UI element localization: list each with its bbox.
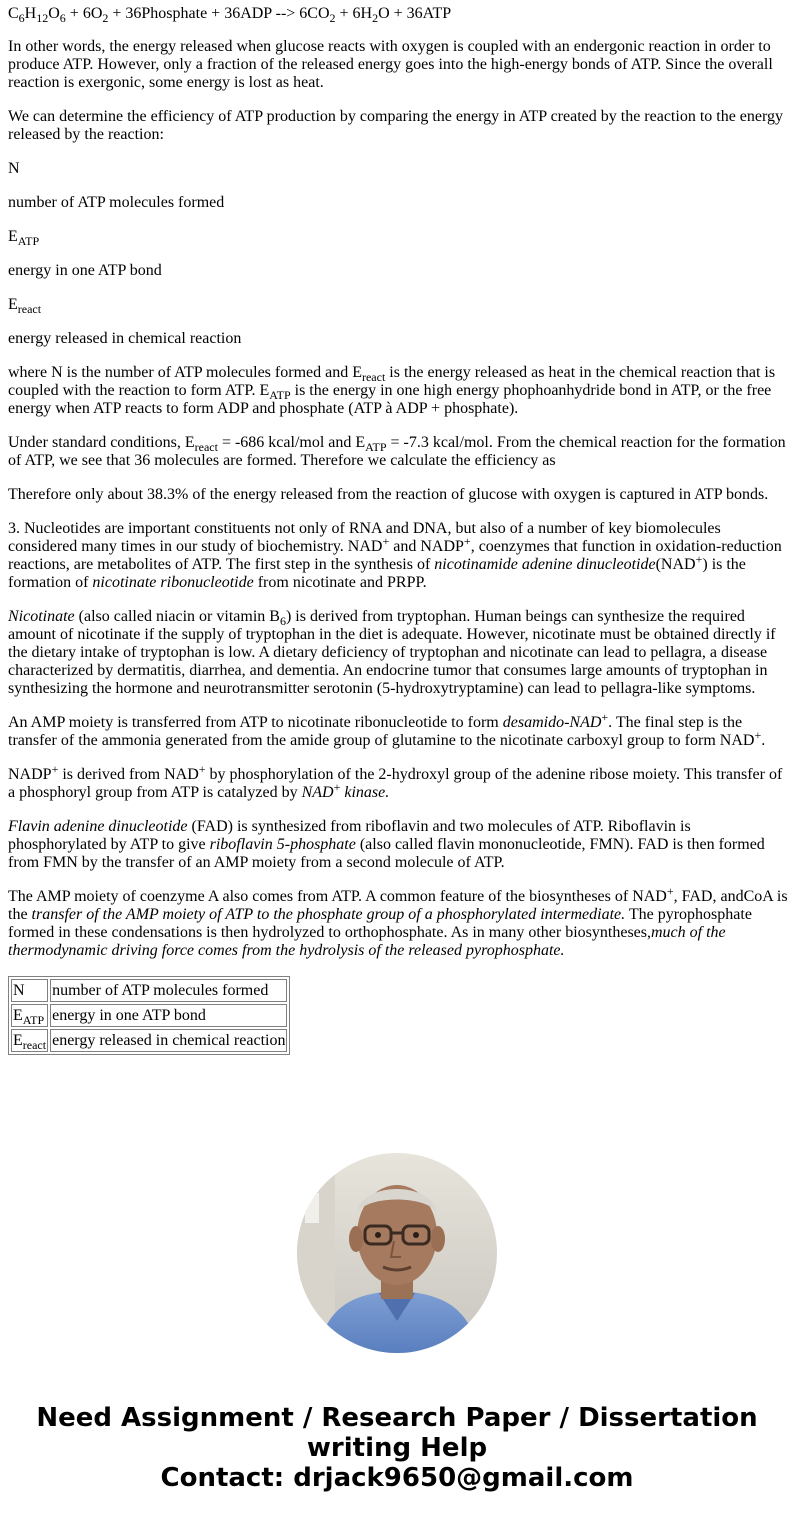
paragraph [8, 330, 788, 348]
paragraph [8, 818, 788, 872]
text: In other words, the energy released when glucose reacts with oxygen is coupled with an endergonic reaction in order to produce ATP. However, only a fraction of the released energy goes into the high-energy bonds of ATP. Since the overall reaction is exergonic, some energy is lost as heat. [8, 38, 773, 91]
symbol-cell [11, 1029, 48, 1052]
paragraph [8, 194, 788, 212]
italic-text: kinase. [340, 784, 390, 801]
text: ) is the formation of [8, 556, 746, 591]
chemical-equation [8, 5, 788, 23]
table-row [11, 1004, 287, 1027]
italic-text: much of the thermodynamic driving force comes from the hydrolysis of the released pyrophosphate. [8, 924, 726, 959]
superscript: + [51, 762, 59, 776]
subscript: ATP [17, 234, 40, 248]
subscript: 2 [372, 11, 379, 25]
text: = -7.3 kcal/mol. From the chemical reaction for the formation of ATP, we see that 36 molecules are formed. Therefore we calculate the efficiency as [8, 434, 786, 469]
superscript: + [333, 780, 341, 794]
paragraph [8, 160, 788, 178]
text: number of ATP molecules formed [8, 194, 225, 211]
paragraph [8, 296, 788, 314]
text: by phosphorylation of the 2-hydroxyl group of the adenine ribose moiety. This transfer of a phosphoryl group from ATP is catalyzed by [8, 766, 783, 801]
subscript: 6 [18, 11, 25, 25]
text: (FAD) is synthesized from riboflavin and two molecules of ATP. Riboflavin is phosphorylated by ATP to give [8, 818, 691, 853]
paragraphs [8, 38, 788, 960]
subscript: ATP [365, 440, 387, 454]
italic-text: desamido-NAD [502, 714, 602, 731]
italic-text: nicotinate ribonucleotide [92, 574, 254, 591]
symbol-text: E [13, 1031, 23, 1049]
table-row [11, 979, 287, 1002]
symbol-cell [11, 1004, 48, 1027]
superscript: + [463, 534, 471, 548]
text: , coenzymes that function in oxidation-reduction reactions, are metabolites of ATP. The first step in the synthesis of [8, 538, 782, 573]
author-avatar [297, 1153, 497, 1353]
text: E [8, 296, 18, 313]
text: is the energy in one high energy phophoanhydride bond in ATP, or the free energy when ATP reacts to form ADP and phosphate (ATP à ADP + phosphate). [8, 382, 772, 417]
text: , FAD, andCoA is the [8, 888, 788, 923]
paragraph [8, 228, 788, 246]
paragraph [8, 262, 788, 280]
text: Under standard conditions, E [8, 434, 195, 451]
footer-line-1: Need Assignment / Research Paper / Dissertation [36, 1403, 758, 1433]
document-body [8, 5, 788, 1055]
table-row [11, 1029, 287, 1052]
subscript: 6 [279, 614, 286, 628]
paragraph [8, 520, 788, 592]
subscript: react [194, 440, 218, 454]
paragraph [8, 486, 788, 504]
description-cell: energy in one ATP bond [50, 1004, 287, 1027]
subscript: 2 [329, 11, 336, 25]
text: energy in one ATP bond [8, 262, 162, 279]
symbol-cell [11, 979, 48, 1002]
footer-contact: Contact: drjack9650@gmail.com [160, 1463, 634, 1493]
paragraph [8, 608, 788, 698]
subscript: react [22, 1037, 47, 1052]
description-cell: number of ATP molecules formed [50, 979, 287, 1002]
text: The AMP moiety of coenzyme A also comes from ATP. A common feature of the biosyntheses of NAD [8, 888, 667, 905]
description-cell: energy released in chemical reaction [50, 1029, 287, 1052]
paragraph [8, 884, 788, 960]
paragraph [8, 364, 788, 418]
symbol-text: N [13, 981, 25, 999]
paragraph [8, 710, 788, 750]
text: is the energy released as heat in the chemical reaction that is coupled with the reaction to form ATP. E [8, 364, 776, 399]
text: The pyrophosphate formed in these condensations is then hydrolyzed to orthophosphate. As in many other biosyntheses, [8, 906, 752, 941]
subscript: ATP [22, 1012, 45, 1027]
text: . [761, 732, 766, 749]
text: NADP [8, 766, 52, 783]
subscript: 12 [36, 11, 49, 25]
eq-text: $C_6H_{12}O_6 + 6O_2$ + 36Phosphate + 36ADP --> $6CO_2 + 6H_2O + 36ATP$ [8, 5, 452, 25]
superscript: + [754, 728, 762, 742]
italic-text: Flavin adenine dinucleotide [8, 818, 188, 835]
text: energy released in chemical reaction [8, 330, 242, 347]
superscript: + [695, 552, 703, 566]
text: (also called flavin mononucleotide, FMN). FAD is then formed from FMN by the transfer of an AMP moiety from a second molecule of ATP. [8, 836, 765, 871]
text: (NAD [655, 556, 696, 573]
text: from nicotinate and PRPP. [253, 574, 427, 591]
text: = -686 kcal/mol and E [217, 434, 366, 451]
text: 3. Nucleotides are important constituents not only of RNA and DNA, but also of a number of key biomolecules considered many times in our study of biochemistry. NAD [8, 520, 721, 555]
subscript: 6 [59, 11, 66, 25]
footer-banner [0, 1403, 794, 1493]
italic-text: transfer of the AMP moiety of ATP to the phosphate group of a phosphorylated intermediate. [31, 906, 626, 923]
subscript: 2 [102, 11, 109, 25]
text: We can determine the efficiency of ATP production by comparing the energy in ATP created by the reaction to the energy released by the reaction: [8, 108, 784, 143]
portrait-image [297, 1153, 497, 1353]
italic-text: riboflavin 5-phosphate [209, 836, 356, 853]
definitions-table [8, 976, 290, 1055]
text: E [8, 228, 18, 245]
paragraph [8, 38, 788, 92]
footer-line-2: writing Help [306, 1433, 488, 1463]
text: and NADP [389, 538, 464, 555]
text: An AMP moiety is transferred from ATP to nicotinate ribonucleotide to form [8, 714, 503, 731]
superscript: + [601, 710, 609, 724]
italic-text: nicotinamide adenine dinucleotide [434, 556, 656, 573]
text: . The final step is the transfer of the ammonia generated from the amide group of glutamine to the nicotinate carboxyl group to form NAD [8, 714, 755, 749]
subscript: react [361, 370, 386, 384]
superscript: + [382, 534, 390, 548]
text: N [8, 160, 20, 177]
text: ) is derived from tryptophan. Human beings can synthesize the required amount of nicotinate if the supply of tryptophan in the diet is adequate. However, nicotinate must be obtained directly if the dietary intake of tryptophan is low. A dietary deficiency of tryptophan and nicotinate can lead to pellagra, a disease characterized by dermatitis, diarrhea, and dementia. An endocrine tumor that consumes large amounts of tryptophan in synthesizing the hormone and neurotransmitter serotonin (5-hydroxytryptamine) can lead to pellagra-like symptoms. [8, 608, 776, 697]
paragraph [8, 434, 788, 470]
text: is derived from NAD [58, 766, 199, 783]
italic-text: NAD [301, 784, 334, 801]
paragraph [8, 762, 788, 802]
subscript: react [17, 302, 42, 316]
symbol-text: E [13, 1006, 23, 1024]
text: (also called niacin or vitamin B [74, 608, 280, 625]
superscript: + [198, 762, 206, 776]
subscript: ATP [269, 388, 291, 402]
text: Therefore only about 38.3% of the energy released from the reaction of glucose with oxygen is captured in ATP bonds. [8, 486, 769, 503]
italic-text: Nicotinate [8, 608, 75, 625]
text: where N is the number of ATP molecules formed and E [8, 364, 362, 381]
paragraph [8, 108, 788, 144]
superscript: + [666, 884, 674, 898]
